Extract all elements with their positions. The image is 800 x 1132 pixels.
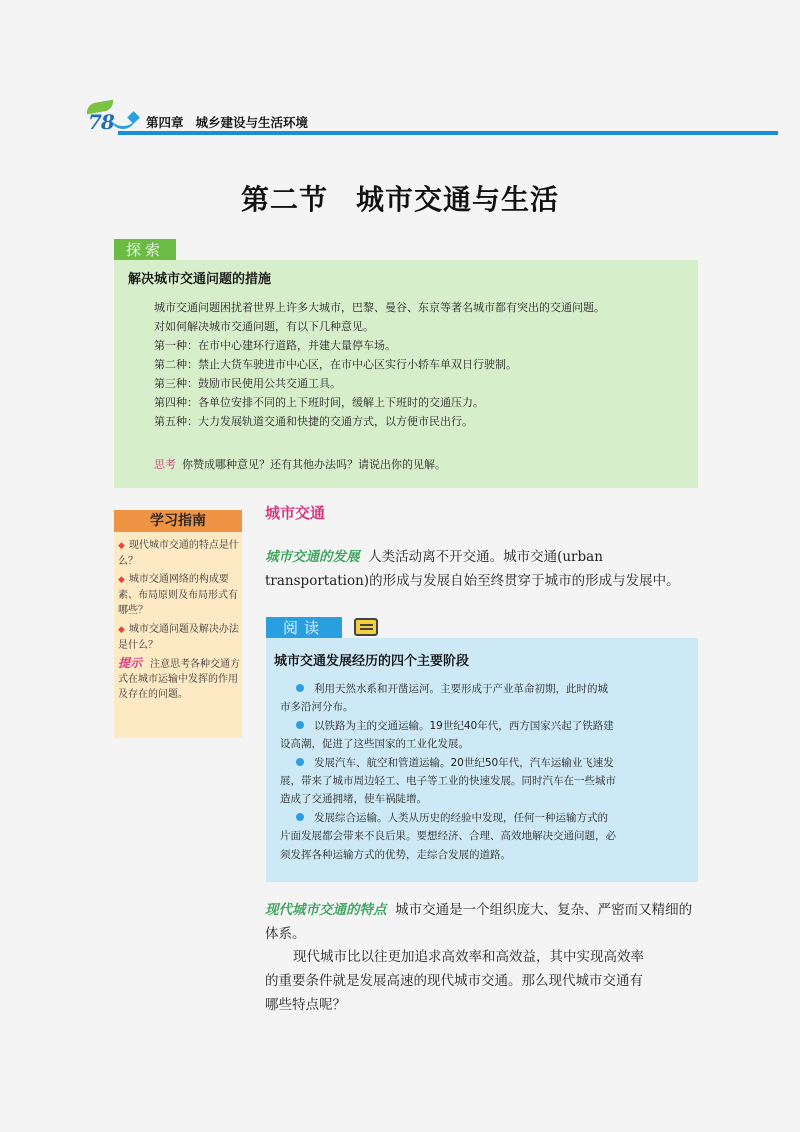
paragraph-text: 人类活动离不开交通。城市交通(urban transportation)的形成与发展自始至终贯穿于城市的形成与发展中。 [265, 549, 680, 589]
page-number: 78 [88, 110, 114, 134]
bullet-diamond-icon: ◆ [118, 575, 125, 585]
reading-line [280, 717, 692, 735]
section-title [0, 178, 800, 218]
paragraph-line: 哪些特点呢？ [265, 997, 346, 1013]
reading-heading: 城市交通发展经历的四个主要阶段 [274, 654, 470, 669]
paragraph-development [265, 545, 695, 593]
section-number: 第二节 [240, 183, 328, 216]
guide-hint [118, 656, 240, 702]
reading-box [266, 638, 698, 882]
reading-line [280, 827, 692, 845]
reading-line [280, 735, 692, 753]
reading-line-text: 设高潮，促进了这些国家的工业化发展。 [280, 738, 469, 751]
paragraph-line: 的重要条件就是发展高速的现代城市交通。那么现代城市交通有 [265, 973, 643, 989]
paragraph-modern [265, 945, 705, 1017]
chapter-number: 第四章 [146, 115, 184, 130]
reading-line [280, 790, 692, 808]
blue-dot-icon [296, 721, 304, 729]
reading-line [280, 809, 692, 827]
paragraph-line: 现代城市比以往更加追求高效率和高效益，其中实现高效率 [293, 949, 644, 965]
explore-line: 第二种：禁止大货车驶进市中心区，在市中心区实行小轿车单双日行驶制。 [154, 358, 517, 371]
reading-line [280, 772, 692, 790]
explore-heading: 解决城市交通问题的措施 [128, 272, 272, 287]
reading-line [280, 698, 692, 716]
book-icon [354, 618, 378, 636]
chapter-title: 城乡建设与生活环境 [195, 115, 309, 130]
explore-line: 第三种：鼓励市民使用公共交通工具。 [154, 377, 341, 390]
guide-item [118, 622, 240, 653]
blue-dot-icon [296, 684, 304, 692]
think-label: 思考 [154, 458, 176, 471]
explore-line: 第五种：大力发展轨道交通和快捷的交通方式，以方便市民出行。 [154, 415, 473, 428]
reading-line-text: 利用天然水系和开凿运河。主要形成于产业革命初期，此时的城 [314, 683, 608, 695]
reading-line [280, 846, 692, 864]
explore-line: 城市交通问题困扰着世界上许多大城市，巴黎、曼谷、东京等著名城市都有突出的交通问题。 [154, 301, 605, 314]
explore-box [114, 260, 698, 488]
hint-text: 注意思考各种交通方式在城市运输中发挥的作用及存在的问题。 [118, 659, 241, 700]
chapter-header [146, 113, 308, 131]
bullet-diamond-icon: ◆ [118, 541, 125, 551]
guide-item [118, 538, 240, 569]
keyword: 城市交通的发展 [265, 549, 360, 565]
reading-tab: 阅读 [266, 617, 342, 639]
section-name: 城市交通与生活 [356, 183, 560, 216]
guide-item [118, 572, 240, 618]
study-guide [114, 532, 242, 738]
reading-line-text: 展，带来了城市周边轻工、电子等工业的快速发展。同时汽车在一些城市 [280, 775, 616, 788]
blue-dot-icon [296, 758, 304, 766]
explore-line: 第四种：各单位安排不同的上下班时间，缓解上下班时的交通压力。 [154, 396, 484, 409]
header-rule [118, 131, 778, 135]
explore-tab: 探索 [114, 239, 176, 261]
guide-item-text: 现代城市交通的特点是什么？ [118, 540, 239, 567]
keyword: 现代城市交通的特点 [265, 902, 387, 918]
guide-item-text: 城市交通问题及解决办法是什么？ [118, 624, 239, 651]
paragraph-text: 城市交通是一个组织庞大、复杂、严密而又精细的体系。 [265, 902, 693, 942]
think-text: 你赞成哪种意见？还有其他办法吗？请说出你的见解。 [182, 458, 446, 471]
reading-line-text: 造成了交通拥堵，使车祸陡增。 [280, 793, 427, 806]
think-prompt [154, 456, 446, 472]
reading-line-text: 发展综合运输。人类从历史的经验中发现，任何一种运输方式的 [314, 811, 608, 824]
reading-line-text: 以铁路为主的交通运输。19世纪40年代，西方国家兴起了铁路建 [314, 719, 614, 732]
reading-line [280, 754, 692, 772]
explore-line: 第一种：在市中心建环行道路，并建大量停车场。 [154, 339, 396, 352]
explore-line: 对如何解决城市交通问题，有以下几种意见。 [154, 320, 374, 333]
paragraph-features [265, 898, 705, 946]
hint-label: 提示 [118, 656, 143, 670]
reading-line-text: 片面发展都会带来不良后果。要想经济、合理、高效地解决交通问题，必 [280, 830, 616, 843]
reading-line-text: 发展汽车、航空和管道运输。20世纪50年代，汽车运输业飞速发 [314, 756, 614, 769]
reading-line-text: 市多沿河分布。 [280, 701, 354, 714]
explore-lines [154, 298, 694, 431]
reading-body [280, 680, 692, 864]
bullet-diamond-icon: ◆ [118, 625, 125, 635]
guide-title: 学习指南 [114, 510, 242, 532]
blue-dot-icon [296, 813, 304, 821]
reading-line-text: 须发挥各种运输方式的优势，走综合发展的道路。 [280, 848, 511, 861]
reading-line [280, 680, 692, 698]
guide-item-text: 城市交通网络的构成要素、布局原则及布局形式有哪些？ [118, 574, 238, 616]
main-heading: 城市交通 [265, 504, 326, 522]
